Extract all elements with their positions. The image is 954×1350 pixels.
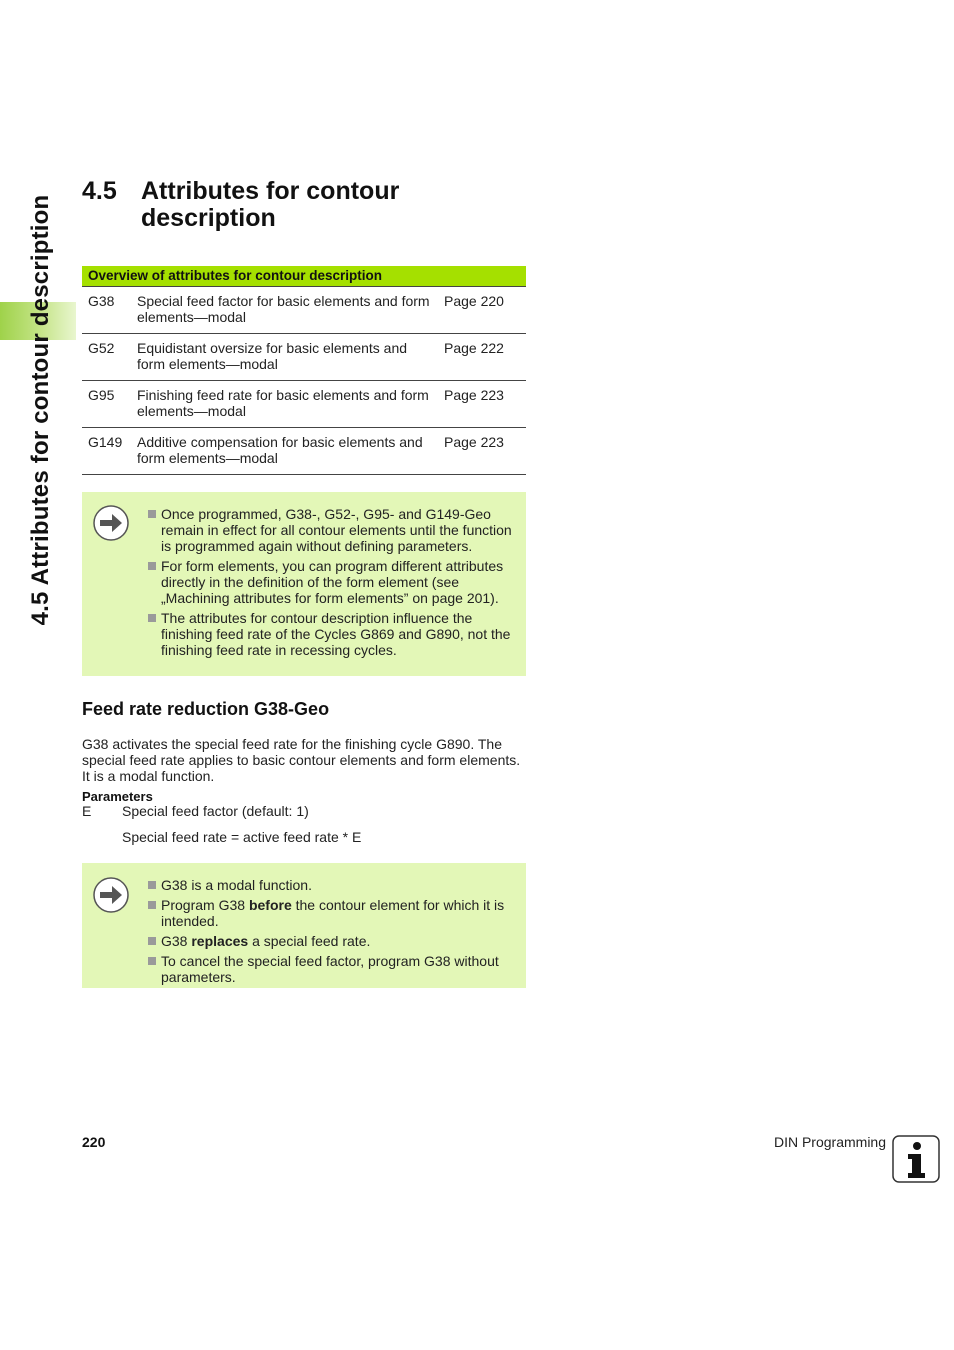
- list-item: [148, 506, 518, 554]
- subsection-body: G38 activates the special feed rate for the finishing cycle G890. The special feed rate applies to basic contour elements and form elements. It is a modal function.: [82, 736, 521, 784]
- bullet-icon: [148, 881, 156, 889]
- list-item-text-post: a special feed rate.: [248, 933, 371, 949]
- list-item-text-bold: replaces: [191, 933, 249, 949]
- list-item: [148, 610, 518, 658]
- section-title: Attributes for contour description: [141, 177, 400, 232]
- table-header: Overview of attributes for contour description: [82, 266, 526, 287]
- list-item: [148, 897, 518, 929]
- bullet-icon: [148, 562, 156, 570]
- bullet-icon: [148, 957, 156, 965]
- row-page-link[interactable]: Page 223: [438, 381, 526, 428]
- list-item-text: The attributes for contour description influence the finishing feed rate of the Cycles G869 and G890, not the finishing feed rate in recessing cycles.: [161, 610, 511, 658]
- table-row: [82, 381, 526, 428]
- list-item-text-bold: before: [248, 897, 292, 913]
- parameters-label: Parameters: [82, 789, 153, 804]
- table-row: [82, 334, 526, 381]
- list-item-text-post: the contour element for which it is intended.: [161, 897, 505, 929]
- parameter-description: Special feed factor (default: 1): [122, 803, 309, 819]
- attributes-overview-table: [82, 266, 526, 475]
- page-number: 220: [82, 1134, 106, 1150]
- row-code: G52: [82, 334, 131, 381]
- row-description: Finishing feed rate for basic elements and form elements—modal: [131, 381, 438, 428]
- row-page-link[interactable]: Page 223: [438, 428, 526, 475]
- note-box: [82, 863, 526, 988]
- footer-title: DIN Programming: [773, 1134, 886, 1150]
- row-code: G149: [82, 428, 131, 475]
- list-item-text-pre: G38: [161, 933, 192, 949]
- list-item-text: Once programmed, G38-, G52-, G95- and G149-Geo remain in effect for all contour elements until the function is programmed again without defining parameters.: [161, 506, 512, 554]
- list-item: [148, 558, 518, 606]
- section-number: 4.5: [82, 177, 117, 205]
- bullet-icon: [148, 614, 156, 622]
- row-description: Special feed factor for basic elements and form elements—modal: [131, 287, 438, 334]
- arrow-right-icon: [92, 504, 130, 542]
- list-item-text: For form elements, you can program different attributes directly in the definition of the form element (see „Machining attributes for form elements” on page 201).: [161, 558, 504, 606]
- table-row: [82, 428, 526, 475]
- list-item-text: To cancel the special feed factor, program G38 without parameters.: [161, 953, 499, 985]
- parameter-formula: Special feed rate = active feed rate * E: [122, 829, 362, 845]
- bullet-icon: [148, 901, 156, 909]
- row-code: G38: [82, 287, 131, 334]
- bullet-icon: [148, 510, 156, 518]
- arrow-right-icon: [92, 876, 130, 914]
- row-page-link[interactable]: Page 220: [438, 287, 526, 334]
- info-icon: [892, 1135, 940, 1183]
- list-item: [148, 877, 518, 893]
- row-page-link[interactable]: Page 222: [438, 334, 526, 381]
- row-code: G95: [82, 381, 131, 428]
- row-description: Equidistant oversize for basic elements and form elements—modal: [131, 334, 438, 381]
- list-item-text-pre: Program G38: [161, 897, 249, 913]
- list-item: [148, 953, 518, 985]
- list-item: [148, 933, 518, 949]
- parameter-name: E: [82, 803, 92, 819]
- subsection-title: Feed rate reduction G38-Geo: [82, 699, 330, 719]
- bullet-icon: [148, 937, 156, 945]
- list-item-text: G38 is a modal function.: [161, 877, 312, 893]
- row-description: Additive compensation for basic elements and form elements—modal: [131, 428, 438, 475]
- side-chapter-title: 4.5 Attributes for contour description: [27, 194, 54, 626]
- note-list: [148, 877, 518, 989]
- note-list: [148, 506, 518, 662]
- table-row: [82, 287, 526, 334]
- note-box: [82, 492, 526, 676]
